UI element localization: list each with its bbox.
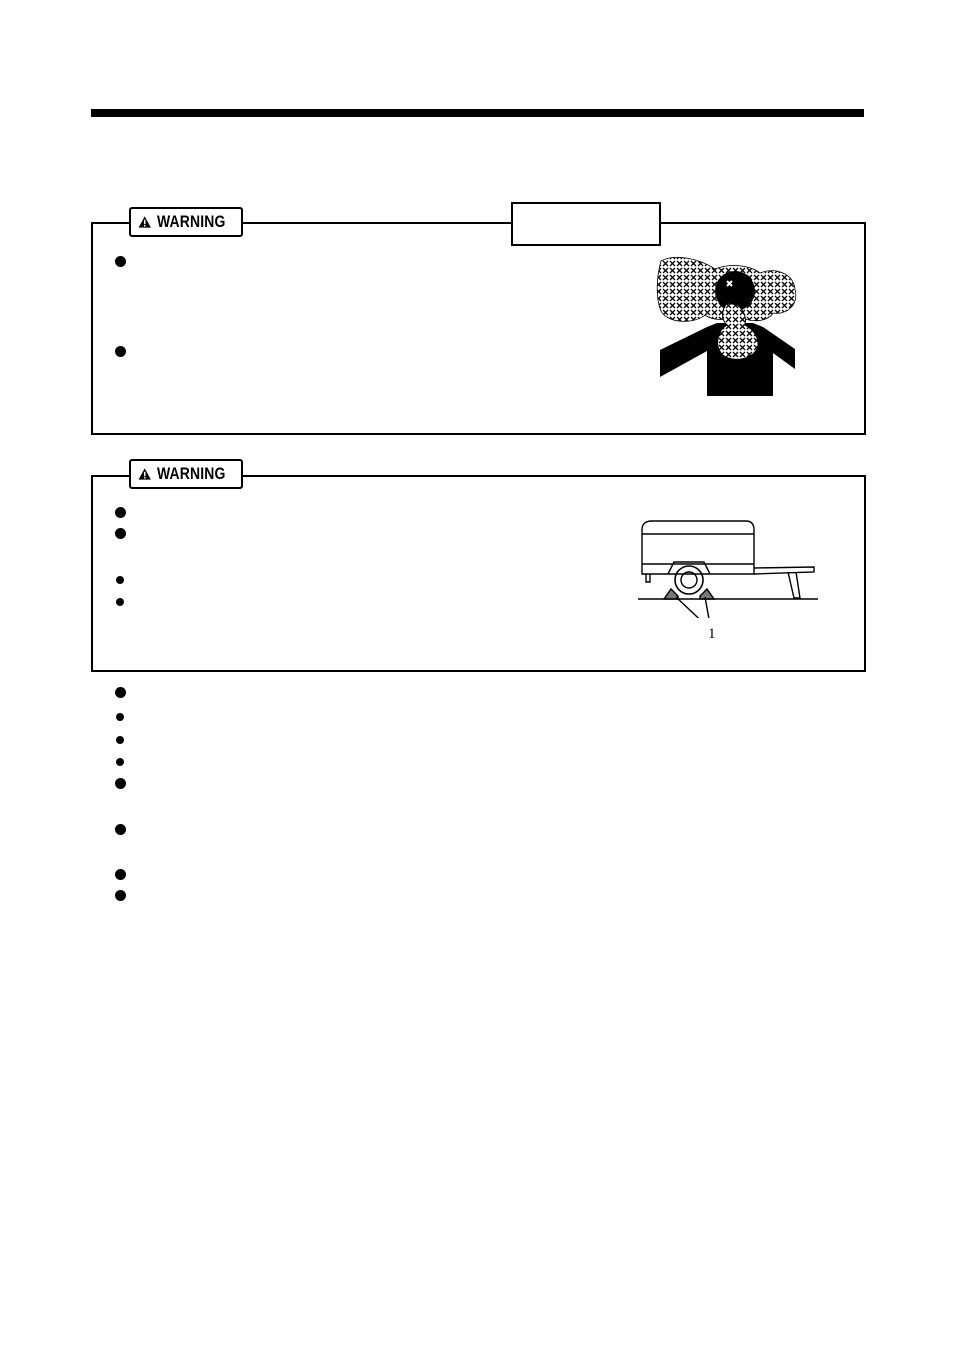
bullet-dot-icon (116, 713, 124, 721)
warning-label: WARNING (157, 212, 226, 231)
bullet-dot-icon (115, 890, 126, 901)
warning-triangle-icon (138, 463, 151, 485)
figure-callout-label: 1 (708, 626, 716, 642)
bullet-dot-icon (116, 758, 124, 766)
bullet-dot-icon (115, 869, 126, 880)
warning-badge-2 (129, 459, 243, 489)
bullet-dot-icon (115, 507, 126, 518)
trailer-with-wheel-chocks-figure (636, 518, 826, 618)
bullet-dot-icon (116, 736, 124, 744)
warning-label: WARNING (157, 464, 226, 483)
top-rule (91, 109, 864, 117)
warning-badge-1 (129, 207, 243, 237)
bullet-dot-icon (116, 576, 124, 584)
bullet-dot-icon (115, 346, 126, 357)
bullet-dot-icon (115, 256, 126, 267)
bullet-dot-icon (115, 687, 126, 698)
blank-label-box (511, 202, 661, 246)
toxic-fumes-inhalation-figure (655, 253, 800, 398)
bullet-dot-icon (116, 598, 124, 606)
bullet-dot-icon (115, 528, 126, 539)
warning-triangle-icon (138, 211, 151, 233)
bullet-dot-icon (115, 824, 126, 835)
bullet-dot-icon (115, 778, 126, 789)
